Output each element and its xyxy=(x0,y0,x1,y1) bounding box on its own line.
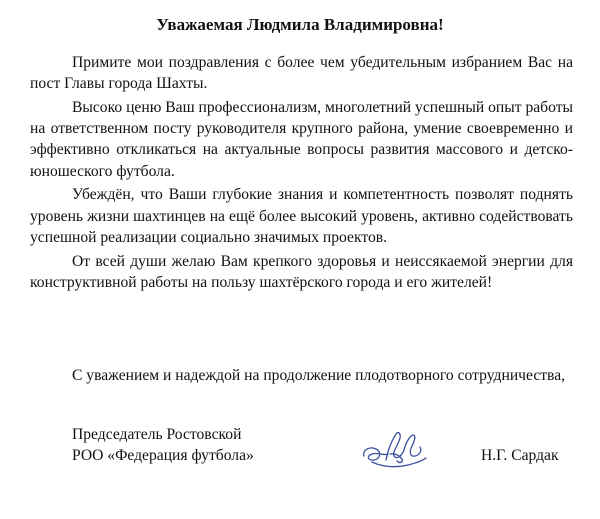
closing-text: С уважением и надеждой на продолжение плодотворного сотрудничества, xyxy=(72,367,566,384)
letter-closing xyxy=(30,365,573,386)
letter-greeting: Уважаемая Людмила Владимировна! xyxy=(156,15,444,34)
signature-stroke-2 xyxy=(386,433,404,460)
paragraph-congratulations: Примите мои поздравления с более чем убедительным избранием Вас на пост Главы города Шахты. xyxy=(30,54,573,93)
signature-stroke-1 xyxy=(364,448,388,460)
paragraph-confidence: Убеждён, что Ваши глубокие знания и компетентность позволят поднять уровень жизни шахтинцев на ещё более высокий уровень, активно содействовать успешной реализации социально значимых проектов. xyxy=(30,186,573,246)
paragraph-appreciation: Высоко ценю Ваш профессионализм, многолетний успешный опыт работы на ответственном посту руководителя крупного района, умение своевременно и эффективно откликаться на актуальные вопросы развития массового и детско-юношеского футбола. xyxy=(30,99,573,180)
paragraph-wishes: От всей души желаю Вам крепкого здоровья и неиссякаемой энергии для конструктивной работы на пользу шахтёрского города и его жителей! xyxy=(30,252,573,291)
signatory-title-line-2: РОО «Федерация футбола» xyxy=(72,447,254,464)
handwritten-signature xyxy=(360,426,428,472)
letter-body xyxy=(30,52,573,296)
signature-strokes xyxy=(364,433,426,467)
signature-stroke-3 xyxy=(404,435,421,456)
signatory-title xyxy=(72,424,254,466)
signatory-name: Н.Г. Сардак xyxy=(481,447,559,464)
signatory-title-line-1: Председатель Ростовской xyxy=(72,426,242,443)
